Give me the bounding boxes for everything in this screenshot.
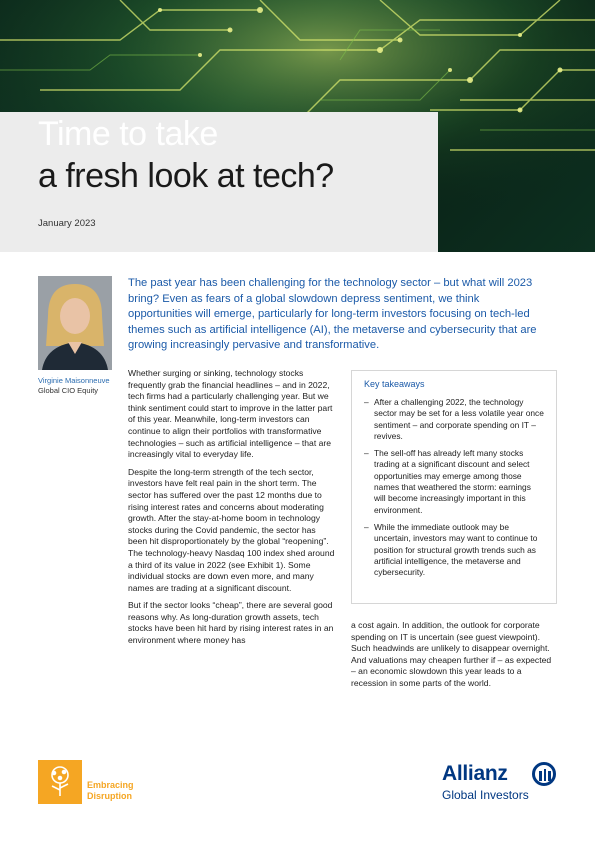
allianz-eagle-icon — [532, 762, 556, 786]
body-paragraph-4: a cost again. In addition, the outlook for corporate spending on IT is uncertain (see guest viewpoint). Such headwinds are unlikely to disappear overnight. And valuations may cheapen further if – as expected – an economic slowdown this year leads to a recession in some parts of the world. — [351, 620, 552, 688]
body-column-1 — [128, 368, 336, 653]
list-item: – After a challenging 2022, the technology sector may be set for a less volatile year once sentiment – and corporate spending on IT – revives. — [364, 397, 544, 441]
network-tree-icon — [38, 760, 82, 804]
body-paragraph-1: Whether surging or sinking, technology stocks frequently grab the financial headlines – and in 2022, tech firms had a particularly challenging year. But we think sentiment could start to improve in the latter part of this year. Meanwhile, long-term investors can continue to align their portfolios with transformative technologies – such as artificial intelligence – that are increasingly vital to everyday life. — [128, 368, 333, 460]
embracing-disruption-text: Embracing Disruption — [87, 780, 134, 801]
page-title-line-2: a fresh look at tech? — [38, 157, 334, 195]
allianz-gi-logo — [442, 762, 529, 802]
brand-wordmark: Allianz — [442, 762, 508, 785]
body-paragraph-3: But if the sector looks “cheap”, there are several good reasons why. As long-duration growth assets, tech stocks have been hit hard by rising interest rates in an environment where money has — [128, 600, 334, 646]
key-takeaways-box — [351, 370, 557, 604]
publication-date: January 2023 — [38, 218, 96, 229]
author-role: Global CIO Equity — [38, 386, 99, 395]
dash-bullet: – — [364, 521, 369, 532]
body-paragraph-2: Despite the long-term strength of the tech sector, investors have felt real pain in the short term. The sector has suffered over the past 12 months due to rising interest rates and concerns about moderating growth. After the stay-at-home boom in technology stocks during the Covid pandemic, the sector has been hit disproportionately by the global “reopening”. The technology-heavy Nasdaq 100 index shed around a third of its value in 2022 (see Exhibit 1). Some individual stocks are down even more, and many names are trading at a significant discount. — [128, 466, 335, 593]
author-name: Virginie Maisonneuve — [38, 376, 110, 385]
key-takeaways-list — [364, 397, 544, 578]
lead-paragraph: The past year has been challenging for the technology sector – but what will 2023 bring? Even as fears of a global slowdown depress sentiment, we think opportunities will emerge, particularly for long-term investors focusing on tech-led themes such as artificial intelligence (AI), the metaverse and cybersecurity that are growing increasingly pervasive and transformative. — [128, 277, 537, 352]
dash-bullet: – — [364, 448, 369, 459]
key-takeaways-heading: Key takeaways — [364, 379, 425, 389]
author-info — [38, 376, 110, 396]
embracing-disruption-logo — [38, 760, 82, 804]
brand-subtitle: Global Investors — [442, 788, 529, 802]
body-column-2 — [351, 620, 557, 696]
dash-bullet: – — [364, 397, 369, 407]
list-item: – The sell-off has already left many stocks trading at a significant discount and select opportunities may emerge among those names that weathered the storm: earnings will become increasingly important in this environment. — [364, 448, 531, 515]
author-photo — [38, 276, 112, 370]
page-title-line-1: Time to take — [38, 115, 218, 153]
list-item: – While the immediate outlook may be uncertain, investors may want to continue to position for structural growth trends such as artificial intelligence, the metaverse and cybersecurity. — [364, 521, 538, 578]
